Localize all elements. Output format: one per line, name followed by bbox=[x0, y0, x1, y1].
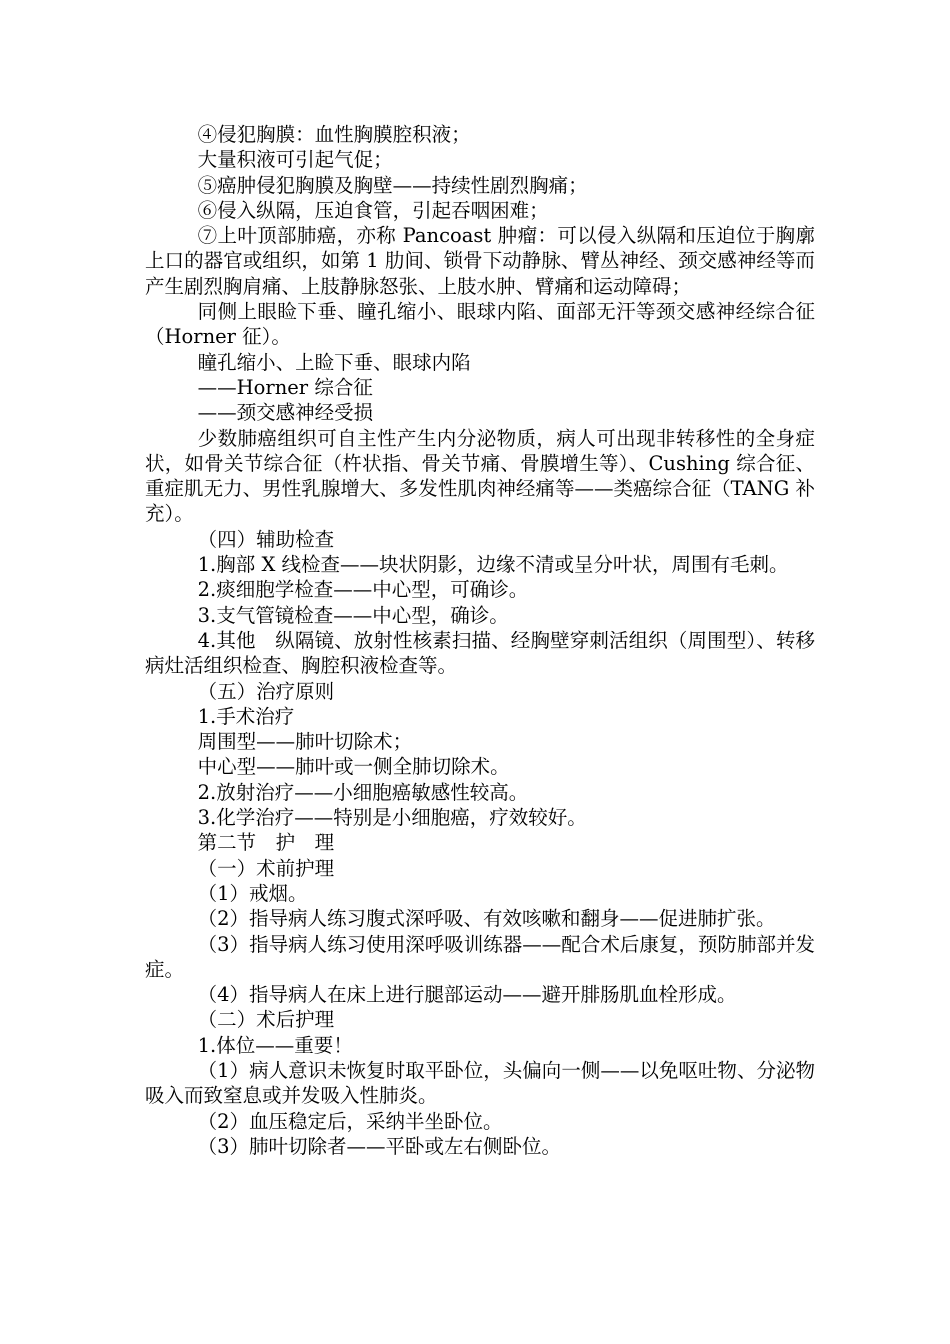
section-heading-postoperative: （二）术后护理 bbox=[197, 1008, 335, 1032]
paragraph-effusion-dyspnea: 大量积液可引起气促； bbox=[197, 148, 393, 172]
section-heading-nursing: 第二节 护 理 bbox=[197, 831, 335, 855]
section-heading-treatment: （五）治疗原则 bbox=[197, 679, 335, 703]
paragraph-pancoast-tumor: ⑦上叶顶部肺癌，亦称 Pancoast 肿瘤：可以侵入纵隔和压迫位于胸廓上口的器官或组织，如第 1 肋间、锁骨下动静脉、臂丛神经、颈交感神经等而产生剧烈胸肩痛、上肢静脉怒张、上肢水肿、臂痛和运动障碍； bbox=[145, 224, 815, 298]
paragraph-radiotherapy: 2.放射治疗——小细胞癌敏感性较高。 bbox=[197, 780, 529, 804]
paragraph-semi-fowler: （2）血压稳定后，采纳半坐卧位。 bbox=[197, 1109, 503, 1133]
paragraph-sympathetic-damage: ——颈交感神经受损 bbox=[197, 401, 374, 425]
paragraph-central-type: 中心型——肺叶或一侧全肺切除术。 bbox=[197, 755, 510, 779]
paragraph-position: 1.体位——重要！ bbox=[197, 1033, 353, 1057]
paragraph-pleural-invasion: ④侵犯胸膜：血性胸膜腔积液； bbox=[197, 123, 471, 146]
paragraph-peripheral-type: 周围型——肺叶切除术； bbox=[197, 730, 413, 754]
paragraph-bronchoscopy: 3.支气管镜检查——中心型，确诊。 bbox=[197, 603, 509, 627]
document-page bbox=[145, 122, 815, 1159]
section-heading-preoperative: （一）术前护理 bbox=[197, 856, 335, 880]
paragraph-chemotherapy: 3.化学治疗——特别是小细胞癌，疗效较好。 bbox=[197, 806, 587, 830]
paragraph-horner-syndrome: 同侧上眼睑下垂、瞳孔缩小、眼球内陷、面部无汗等颈交感神经综合征（Horner 征）。 bbox=[145, 300, 815, 349]
paragraph-horner-name: ——Horner 综合征 bbox=[197, 375, 373, 399]
paragraph-paraneoplastic: 少数肺癌组织可自主性产生内分泌物质，病人可出现非转移性的全身症状，如骨关节综合征（杵状指、骨关节痛、骨膜增生等）、Cushing 综合征、重症肌无力、男性乳腺增大、多发性肌肉神经痛等——类癌综合征（TANG 补充）。 bbox=[145, 426, 815, 526]
section-heading-auxiliary-exam: （四）辅助检查 bbox=[197, 527, 335, 551]
paragraph-surgery: 1.手术治疗 bbox=[197, 704, 295, 728]
paragraph-mediastinum-dysphagia: ⑥侵入纵隔，压迫食管，引起吞咽困难； bbox=[197, 198, 549, 222]
paragraph-chest-wall-pain: ⑤癌肿侵犯胸膜及胸壁——持续性剧烈胸痛； bbox=[197, 173, 588, 197]
paragraph-breathing-exercise: （2）指导病人练习腹式深呼吸、有效咳嗽和翻身——促进肺扩张。 bbox=[197, 907, 776, 931]
paragraph-supine-unconscious: （1）病人意识未恢复时取平卧位，头偏向一侧——以免呕吐物、分泌物吸入而致窒息或并发吸入性肺炎。 bbox=[145, 1058, 815, 1108]
paragraph-horner-signs: 瞳孔缩小、上睑下垂、眼球内陷 bbox=[197, 350, 471, 374]
paragraph-chest-xray: 1.胸部 X 线检查——块状阴影，边缘不清或呈分叶状，周围有毛刺。 bbox=[197, 553, 789, 577]
paragraph-quit-smoking: （1）戒烟。 bbox=[197, 881, 308, 905]
paragraph-sputum-cytology: 2.痰细胞学检查——中心型，可确诊。 bbox=[197, 578, 529, 602]
paragraph-lobectomy-position: （3）肺叶切除者——平卧或左右侧卧位。 bbox=[197, 1134, 562, 1158]
paragraph-leg-exercise: （4）指导病人在床上进行腿部运动——避开腓肠肌血栓形成。 bbox=[197, 983, 737, 1007]
paragraph-breathing-trainer: （3）指导病人练习使用深呼吸训练器——配合术后康复，预防肺部并发症。 bbox=[145, 932, 815, 981]
paragraph-other-exams: 4.其他 纵隔镜、放射性核素扫描、经胸壁穿刺活组织（周围型）、转移病灶活组织检查、胸腔积液检查等。 bbox=[145, 628, 815, 678]
